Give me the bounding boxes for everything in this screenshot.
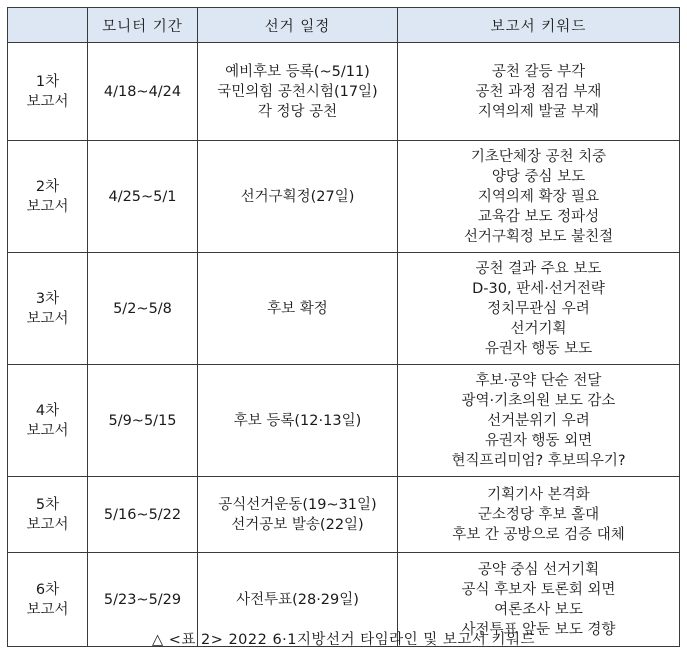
keywords-cell	[398, 365, 680, 477]
keyword-line: 선거구획정 보도 불친절	[463, 228, 614, 245]
report-word: 보고서	[26, 198, 69, 215]
keyword-line: 정치무관심 우려	[487, 300, 590, 317]
report-word: 보고서	[26, 310, 69, 327]
keyword-line: 양당 중심 보도	[491, 168, 586, 185]
keyword-line: 군소정당 후보 홀대	[477, 506, 600, 523]
table-caption: △ <표 2> 2022 6·1지방선거 타임라인 및 보고서 키워드	[151, 632, 536, 648]
keyword-line: 지역의제 확장 필요	[477, 188, 600, 205]
keyword-line: 지역의제 발굴 부재	[477, 103, 600, 120]
period-cell: 4/18~4/24	[88, 43, 198, 141]
period-cell: 5/23~5/29	[88, 553, 198, 647]
report-number: 6차	[35, 581, 60, 598]
report-word: 보고서	[26, 601, 69, 618]
report-word: 보고서	[26, 93, 69, 110]
header-period: 모니터 기간	[88, 8, 198, 43]
report-cell	[8, 477, 88, 553]
schedule-cell	[198, 477, 398, 553]
schedule-line: 국민의힘 공천시험(17일)	[217, 83, 378, 100]
keyword-line: 공약 중심 선거기획	[477, 561, 600, 578]
report-cell	[8, 43, 88, 141]
header-row	[8, 8, 680, 43]
report-number: 1차	[35, 73, 60, 90]
keyword-line: 현직프리미엄? 후보띄우기?	[451, 452, 626, 469]
header-report	[8, 8, 88, 43]
keyword-line: 여론조사 보도	[494, 601, 583, 618]
schedule-line: 선거구획정(27일)	[240, 188, 355, 205]
keyword-line: 광역·기초의원 보도 감소	[461, 392, 616, 409]
schedule-line: 후보 확정	[267, 300, 328, 317]
report-word: 보고서	[26, 516, 69, 533]
period-cell: 5/2~5/8	[88, 253, 198, 365]
report-cell	[8, 141, 88, 253]
keyword-line: 교육감 보도 정파성	[477, 208, 600, 225]
keyword-line: 후보·공약 단순 전달	[475, 372, 602, 389]
keyword-line: 기초단체장 공천 치중	[470, 148, 607, 165]
timeline-keyword-table	[7, 7, 680, 647]
report-word: 보고서	[26, 422, 69, 439]
keyword-line: 공천 과정 점검 부재	[475, 83, 602, 100]
schedule-line: 사전투표(28·29일)	[236, 591, 359, 608]
schedule-cell	[198, 141, 398, 253]
keyword-line: D-30, 판세·선거전략	[472, 280, 605, 297]
period-cell: 5/16~5/22	[88, 477, 198, 553]
report-number: 5차	[35, 496, 60, 513]
keywords-cell	[398, 253, 680, 365]
schedule-line: 공식선거운동(19~31일)	[218, 496, 377, 513]
report-cell	[8, 365, 88, 477]
report-number: 3차	[35, 290, 60, 307]
table-row	[8, 253, 680, 365]
keyword-line: 유권자 행동 보도	[484, 340, 593, 357]
keywords-cell	[398, 477, 680, 553]
report-number: 4차	[35, 402, 60, 419]
report-cell	[8, 253, 88, 365]
schedule-cell	[198, 365, 398, 477]
table-row	[8, 365, 680, 477]
period-cell: 5/9~5/15	[88, 365, 198, 477]
keyword-line: 기획기사 본격화	[487, 486, 590, 503]
header-schedule: 선거 일정	[198, 8, 398, 43]
keywords-cell	[398, 141, 680, 253]
schedule-line: 선거공보 발송(22일)	[231, 516, 364, 533]
schedule-line: 예비후보 등록(~5/11)	[225, 63, 370, 80]
schedule-cell	[198, 43, 398, 141]
schedule-line: 후보 등록(12·13일)	[233, 412, 362, 429]
period-cell: 4/25~5/1	[88, 141, 198, 253]
table-row	[8, 43, 680, 141]
keyword-line: 공천 갈등 부각	[491, 63, 586, 80]
keyword-line: 공천 결과 주요 보도	[475, 260, 602, 277]
keyword-line: 선거분위기 우려	[487, 412, 590, 429]
keyword-line: 사전투표 앞둔 보도 경향	[461, 621, 616, 638]
table-row	[8, 141, 680, 253]
keyword-line: 유권자 행동 외면	[484, 432, 593, 449]
schedule-cell	[198, 253, 398, 365]
table-row	[8, 477, 680, 553]
keyword-line: 후보 간 공방으로 검증 대체	[452, 526, 625, 543]
report-number: 2차	[35, 178, 60, 195]
keywords-cell	[398, 43, 680, 141]
keyword-line: 선거기획	[510, 320, 567, 337]
keyword-line: 공식 후보자 토론회 외면	[461, 581, 616, 598]
schedule-line: 각 정당 공천	[257, 103, 338, 120]
header-keywords: 보고서 키워드	[398, 8, 680, 43]
